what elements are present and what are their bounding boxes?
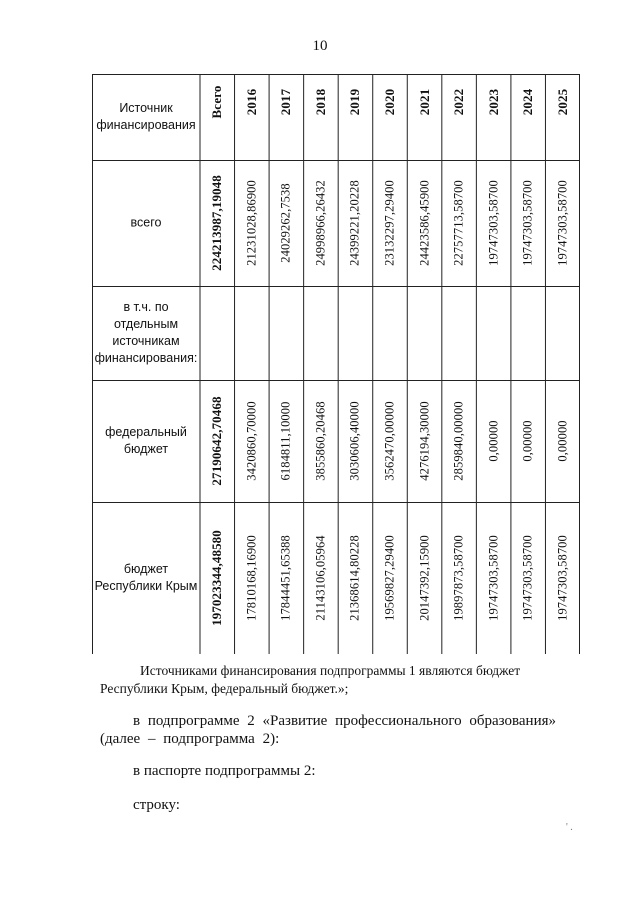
cell-federal: 27190642,70468 bbox=[209, 396, 225, 486]
cell-crimea: 19747303,58700 bbox=[520, 535, 535, 621]
cell-total: 19747303,58700 bbox=[520, 180, 535, 266]
cell-federal: 3030606,40000 bbox=[347, 401, 362, 481]
scan-mark: ' . bbox=[566, 822, 573, 833]
cell-federal: 3855860,20468 bbox=[313, 401, 328, 481]
cell-total: 24399221,20228 bbox=[347, 180, 362, 266]
cell-total: 23132297,29400 bbox=[382, 180, 397, 266]
row-label-incl bbox=[95, 299, 198, 367]
cell-total: 19747303,58700 bbox=[555, 180, 570, 266]
cell-crimea: 17810168,16900 bbox=[244, 535, 259, 621]
cell-crimea: 17844451,65388 bbox=[278, 535, 293, 621]
cell-crimea: 21368614,80228 bbox=[347, 535, 362, 621]
cell-federal: 4276194,30000 bbox=[417, 401, 432, 481]
row-label-line: федеральный bbox=[105, 425, 187, 439]
cell-federal: 3420860,70000 bbox=[244, 401, 259, 481]
row-label-line: бюджет bbox=[123, 562, 169, 576]
column-header: 2020 bbox=[382, 88, 397, 116]
row-label-line: отдельным bbox=[113, 317, 179, 331]
column-header: Всего bbox=[209, 85, 225, 119]
cell-federal: 2859840,00000 bbox=[451, 401, 466, 481]
passport-paragraph: в паспорте подпрограммы 2: bbox=[133, 763, 316, 779]
row-label-line: Республики Крым bbox=[94, 579, 198, 593]
row-label-federal bbox=[105, 424, 187, 458]
financing-table bbox=[92, 74, 580, 654]
cell-federal: 6184811,10000 bbox=[278, 401, 293, 481]
cell-federal: 0,00000 bbox=[486, 420, 501, 462]
cell-federal: 0,00000 bbox=[520, 420, 535, 462]
row-label-line: в т.ч. по bbox=[123, 300, 169, 314]
cell-total: 21231028,86900 bbox=[244, 180, 259, 266]
row-label-crimea bbox=[95, 561, 198, 595]
cell-total: 22757713,58700 bbox=[451, 180, 466, 266]
row-label-line: Источник bbox=[119, 101, 173, 115]
column-header: 2021 bbox=[416, 88, 432, 116]
cell-crimea: 197023344,48580 bbox=[209, 530, 225, 626]
cell-total: 24423586,45900 bbox=[417, 180, 432, 266]
cell-crimea: 19897873,58700 bbox=[451, 535, 466, 621]
column-header: 2019 bbox=[347, 88, 363, 116]
row-label-line: финансирования: bbox=[94, 351, 198, 365]
cell-total: 19747303,58700 bbox=[486, 180, 501, 266]
row-label-total bbox=[131, 215, 162, 232]
cell-federal: 0,00000 bbox=[555, 420, 570, 462]
column-header: 2018 bbox=[312, 88, 328, 116]
row-label-line: финансирования bbox=[96, 118, 196, 132]
column-header: 2017 bbox=[278, 88, 294, 116]
column-header: 2016 bbox=[243, 88, 259, 116]
cell-total: 224213987,19048 bbox=[209, 175, 225, 271]
cell-crimea: 20147392,15900 bbox=[417, 535, 432, 621]
row-label-source bbox=[96, 100, 195, 134]
row-label-line: всего bbox=[130, 215, 162, 230]
column-header: 2023 bbox=[485, 88, 501, 116]
row-paragraph: строку: bbox=[133, 797, 180, 813]
column-header: 2025 bbox=[554, 88, 570, 116]
cell-total: 24029262,7538 bbox=[278, 183, 293, 263]
subprogram-2-paragraph: в подпрограмме 2 «Развитие профессионального образования» (далее – подпрограмма 2): bbox=[100, 713, 557, 747]
cell-crimea: 19747303,58700 bbox=[555, 535, 570, 621]
column-header: 2022 bbox=[451, 88, 467, 116]
row-label-line: бюджет bbox=[123, 442, 169, 456]
financing-sources-paragraph: Источниками финансирования подпрограммы 1 являются бюджет Республики Крым, федеральный бюджет.»; bbox=[100, 663, 521, 696]
cell-crimea: 19747303,58700 bbox=[486, 535, 501, 621]
page-number: 10 bbox=[312, 38, 328, 54]
column-header: 2024 bbox=[520, 88, 536, 116]
cell-crimea: 21143106,05964 bbox=[313, 535, 328, 621]
row-label-line: источникам bbox=[112, 334, 180, 348]
cell-federal: 3562470,00000 bbox=[382, 401, 397, 481]
cell-total: 24998966,26432 bbox=[313, 180, 328, 266]
cell-crimea: 19569827,29400 bbox=[382, 535, 397, 621]
